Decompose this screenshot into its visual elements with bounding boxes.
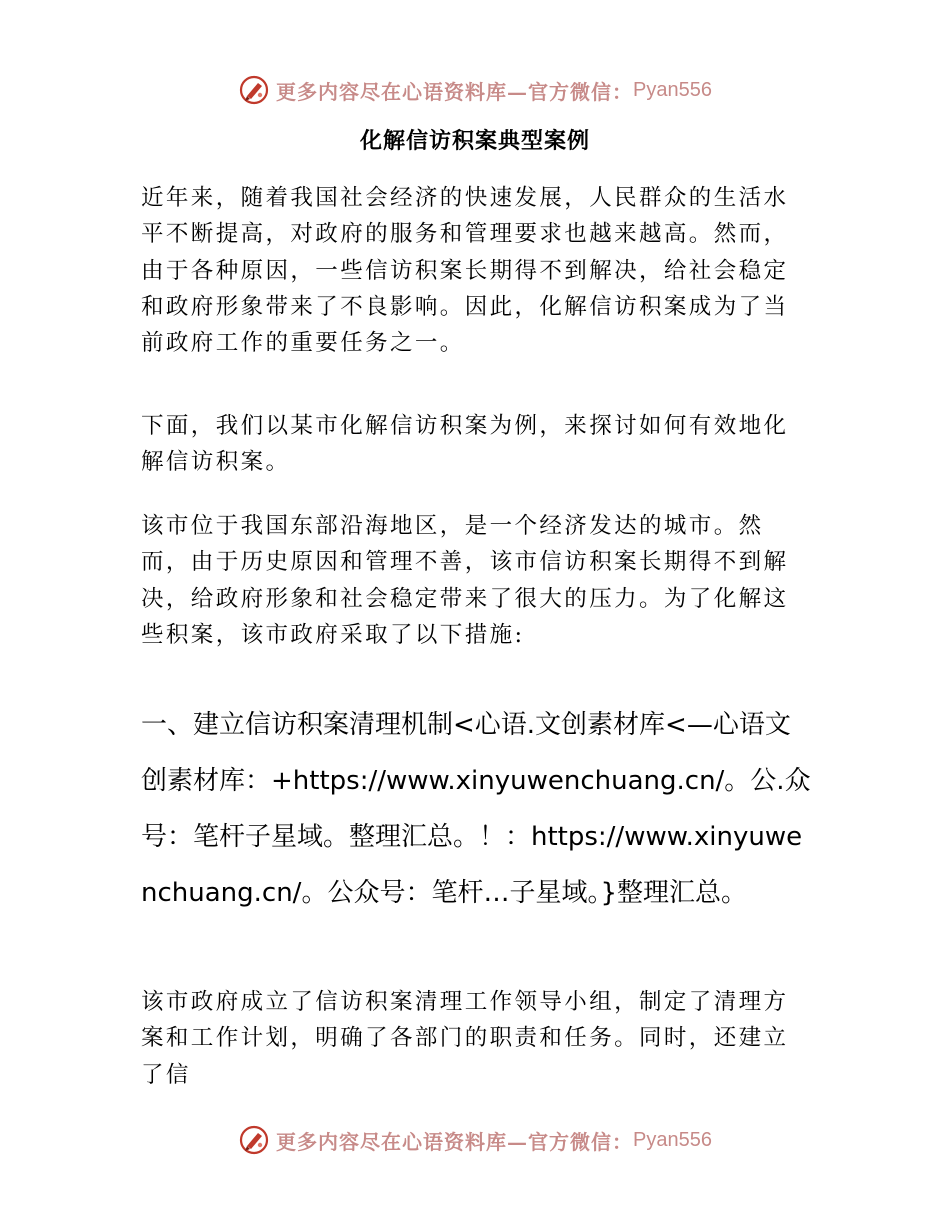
paragraph-intro: 近年来，随着我国社会经济的快速发展，人民群众的生活水平不断提高，对政府的服务和管理要求也越来越高。然而，由于各种原因，一些信访积案长期得不到解决，给社会稳定和政府形象带来了不良影响。因此，化解信访积案成为了当前政府工作的重要任务之一。 xyxy=(141,185,789,357)
banner-account-id: Pyan556 xyxy=(633,1128,712,1151)
header-banner xyxy=(0,70,950,110)
banner-text: 更多内容尽在心语资料库—官方微信： xyxy=(276,1129,634,1154)
pen-logo-icon xyxy=(238,74,270,106)
paragraph-measures: 该市政府成立了信访积案清理工作领导小组，制定了清理方案和工作计划，明确了各部门的职责和任务。同时，还建立了信 xyxy=(141,989,789,1088)
section-heading: 一、建立信访积案清理机制<心语.文创素材库<—心语文创素材库：+https://www.xinyuwenchuang.cn/。公.众号：笔杆子星域。整理汇总。！：https://www.xinyuwenchuang.cn/。公众号：笔杆…子星域。}整理汇总。 xyxy=(141,710,811,908)
document-title: 化解信访积案典型案例 xyxy=(359,128,590,154)
pen-logo-icon xyxy=(238,1124,270,1156)
banner-text: 更多内容尽在心语资料库—官方微信： xyxy=(276,79,634,104)
banner-account-id: Pyan556 xyxy=(633,78,712,101)
paragraph-example: 下面，我们以某市化解信访积案为例，来探讨如何有效地化解信访积案。 xyxy=(141,413,789,476)
paragraph-city: 该市位于我国东部沿海地区，是一个经济发达的城市。然而，由于历史原因和管理不善，该市信访积案长期得不到解决，给政府形象和社会稳定带来了很大的压力。为了化解这些积案，该市政府采取了以下措施: xyxy=(141,513,789,648)
footer-banner xyxy=(0,1120,950,1160)
